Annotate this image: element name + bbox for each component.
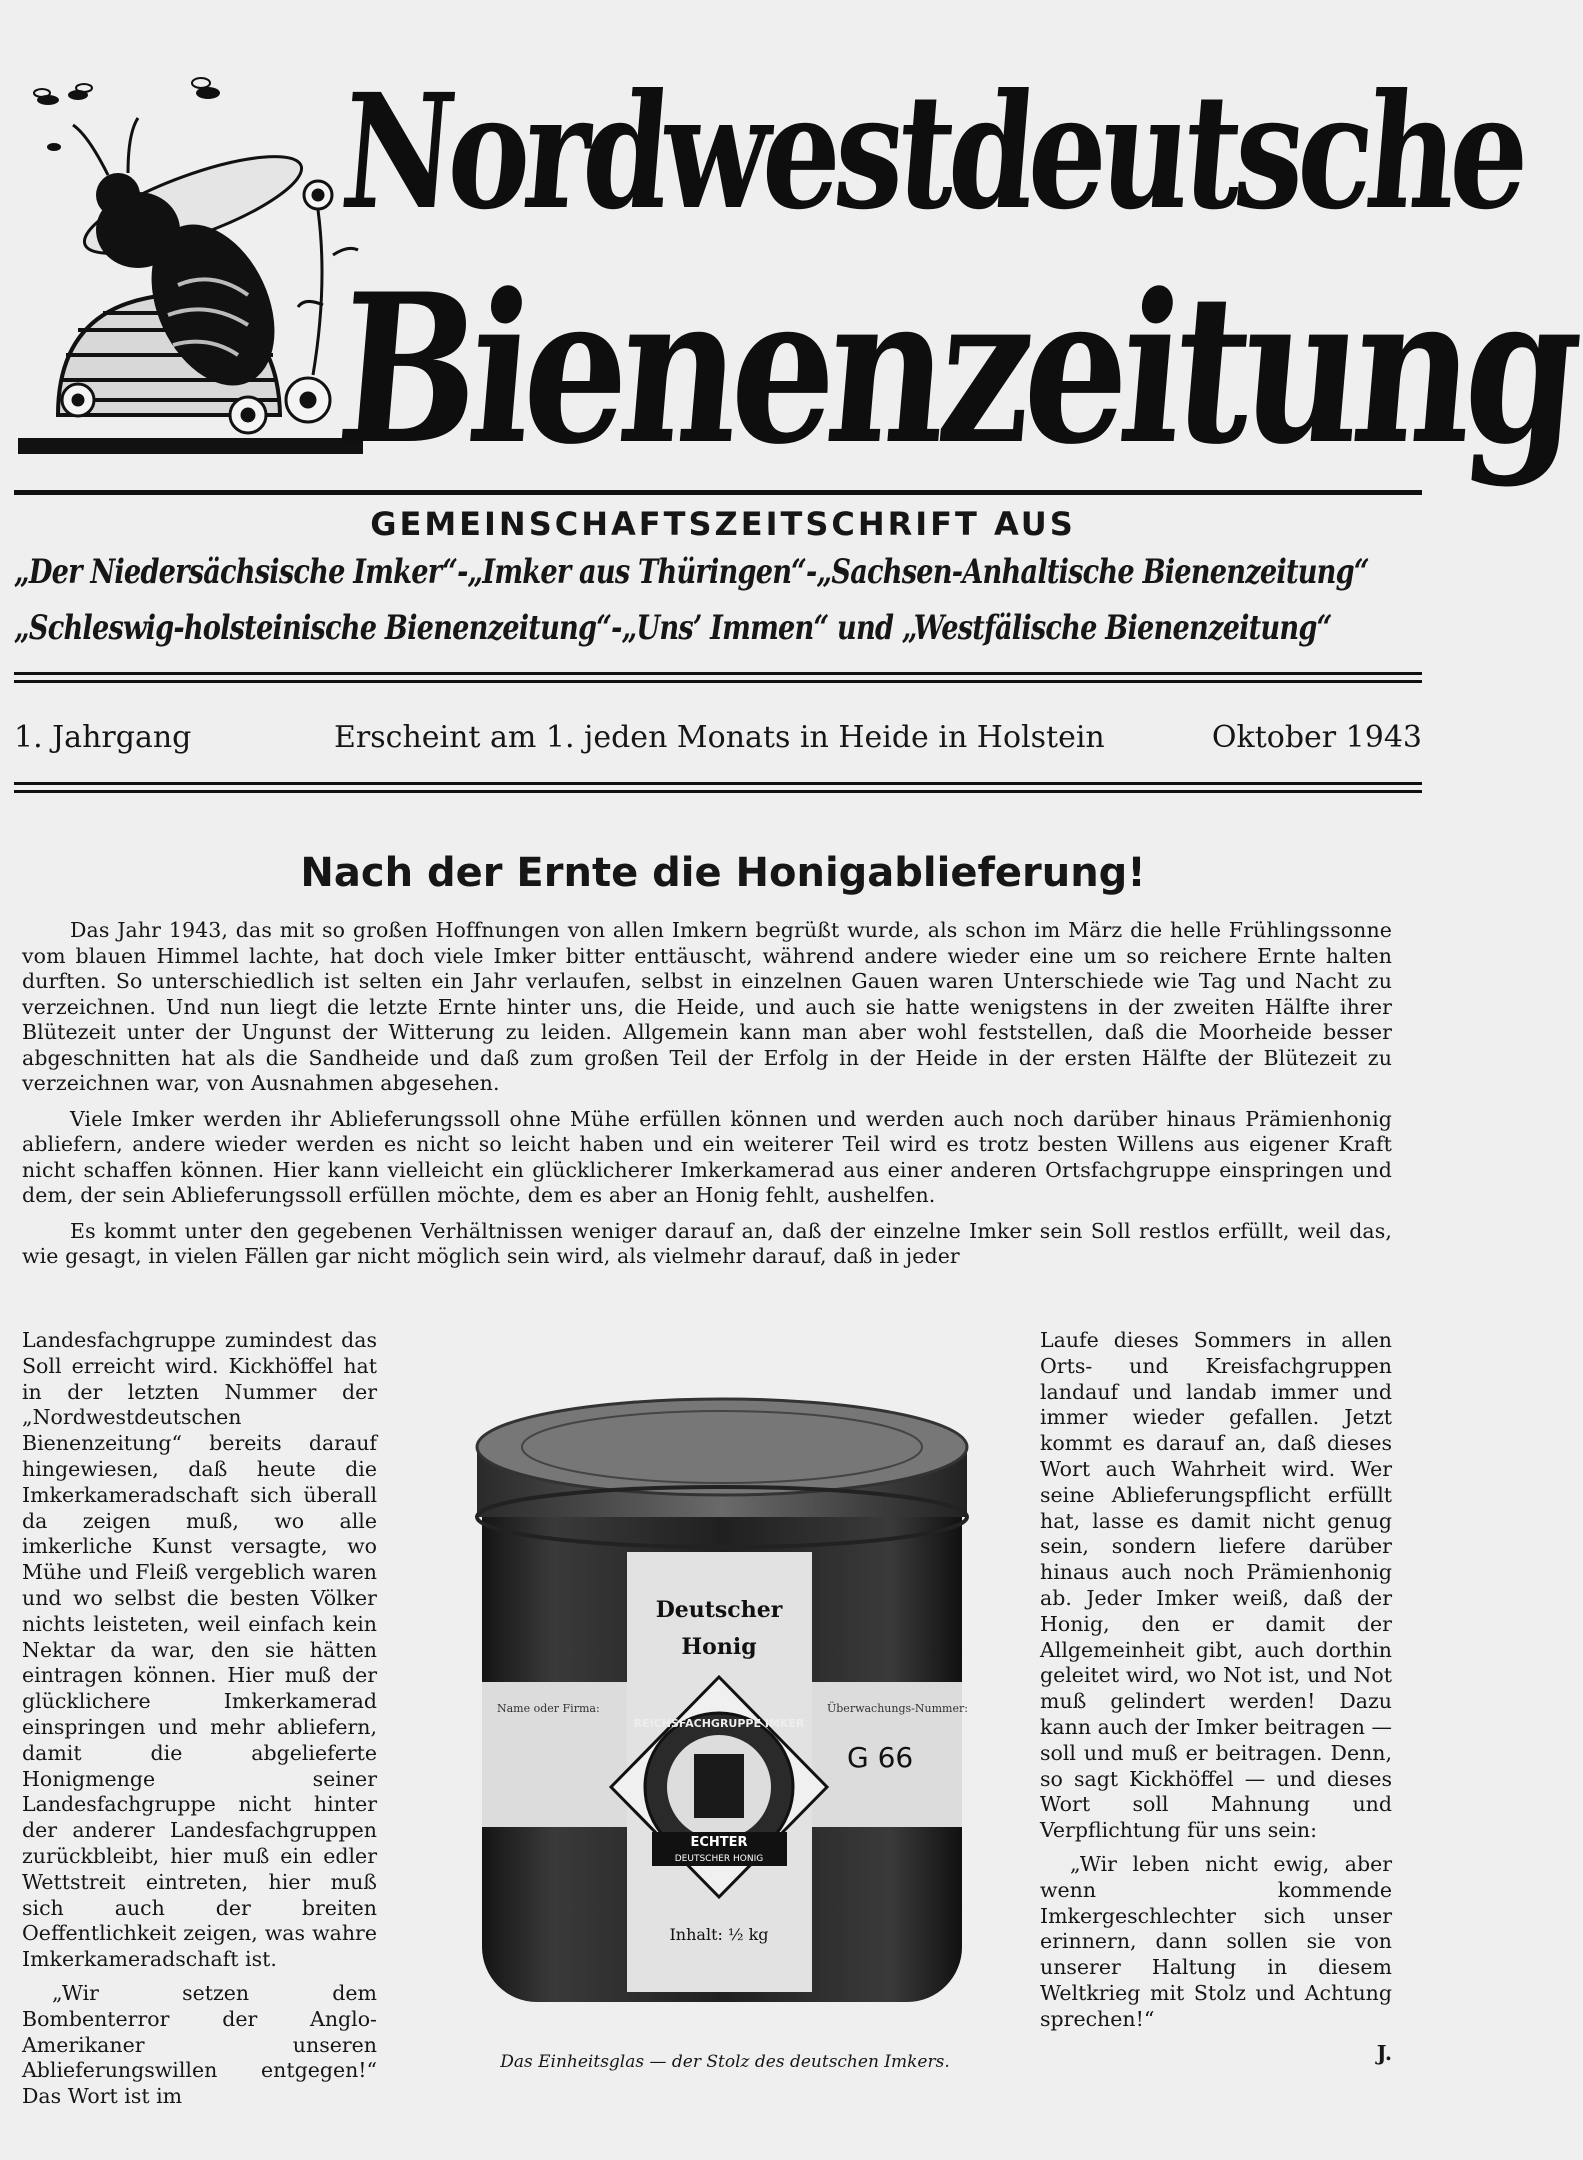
column-paragraph: „Wir setzen dem Bombenterror der Anglo-Amerikaner unseren Ablieferungswillen entgegen!“ Das Wort ist im bbox=[22, 1980, 377, 2109]
right-column bbox=[1040, 1328, 1392, 2074]
divider bbox=[14, 790, 1422, 793]
jar-side-label-left: Name oder Firma: bbox=[497, 1702, 600, 1715]
volume-label: 1. Jahrgang bbox=[14, 720, 192, 755]
jar-number: G 66 bbox=[847, 1741, 914, 1774]
photo-caption: Das Einheitsglas — der Stolz des deutschen Imkers. bbox=[500, 2052, 950, 2072]
divider bbox=[14, 672, 1422, 675]
bee-beehive-illustration bbox=[18, 55, 363, 495]
author-signature: J. bbox=[1376, 2040, 1392, 2065]
flying-bee-icon bbox=[34, 78, 220, 151]
subtitle: GEMEINSCHAFTSZEITSCHRIFT AUS bbox=[370, 505, 1076, 543]
column-paragraph: Landesfachgruppe zumindest das Soll erreicht wird. Kickhöffel hat in der letzten Nummer der „Nordwestdeutschen Bienenzeitung“ bereits darauf hingewiesen, daß heute die Imkerkameradschaft sich überall da zeigen muß, wo alle imkerliche Kunst versagte, wo Mühe und Fleiß vergeblich waren und wo selbst die besten Völker nichts leisteten, weil einfach kein Nektar da war, den sie hätten eintragen können. Hier muß der glücklichere Imkerkamerad einspringen und mehr abliefern, damit die abgelieferte Honigmenge seiner Landesfachgruppe nicht hinter der anderer Landesfachgruppen zurückbleibt, hier muß ein edler Wettstreit eintreten, hier muß sich auch der breiten Oeffentlichkeit zeigen, was wahre Imkerkameradschaft ist. bbox=[22, 1328, 377, 1972]
seal-ring-text: REICHSFACHGRUPPE IMKER bbox=[633, 1717, 805, 1730]
article-headline: Nach der Ernte die Honigablieferung! bbox=[300, 850, 1146, 896]
article-paragraph: Das Jahr 1943, das mit so großen Hoffnungen von allen Imkern begrüßt wurde, als schon im März die helle Frühlingssonne vom blauen Himmel lachte, hat doch viele Imker bitter enttäuscht, während andere wieder eine um so reichere Ernte halten durften. So unterschiedlich ist selten ein Jahr verlaufen, selbst in einzelnen Gauen waren Unterschiede wie Tag und Nacht zu verzeichnen. Und nun liegt die letzte Ernte hinter uns, die Heide, und auch sie hatte wenigstens in der zweiten Hälfte ihrer Blütezeit unter der Ungunst der Witterung zu leiden. Allgemein kann man aber wohl feststellen, daß die Moorheide besser abgeschnitten hat als die Sandheide und daß zum großen Teil der Erfolg in der Heide in der ersten Hälfte der Blütezeit zu verzeichnen war, von Ausnahmen abgesehen. bbox=[22, 918, 1392, 1095]
article-paragraph: Viele Imker werden ihr Ablieferungssoll ohne Mühe erfüllen können und werden auch noch darüber hinaus Prämienhonig abliefern, andere wieder werden es nicht so leicht haben und ein weiterer Teil wird es trotz besten Willens aus eigener Kraft nicht schaffen können. Hier kann vielleicht ein glücklicherer Imkerkamerad aus einer anderen Ortsfachgruppe einspringen und dem, der sein Ablieferungssoll erfüllen möchte, dem es aber an Honig fehlt, aushelfen. bbox=[22, 1106, 1392, 1207]
publication-info: Erscheint am 1. jeden Monats in Heide in Holstein bbox=[334, 720, 1105, 755]
column-paragraph: Laufe dieses Sommers in allen Orts- und Kreisfachgruppen landauf und landab immer und immer wieder gefallen. Jetzt kommt es darauf an, daß dieses Wort auch Wahrheit wird. Wer seine Ablieferungspflicht erfüllt hat, lasse es damit nicht genug sein, sondern liefere darüber hinaus auch noch Prämienhonig ab. Jeder Imker weiß, daß der Honig, den er damit der Allgemeinheit gibt, auch dorthin geleitet wird, wo Not ist, und Not muß gelindert werden! Dazu kann auch der Imker beitragen — soll und muß er beitragen. Denn, so sagt Kickhöffel — und dieses Wort soll Mahnung und Verpflichtung für uns sein: bbox=[1040, 1328, 1392, 1843]
seal-band-subtext: DEUTSCHER HONIG bbox=[674, 1854, 764, 1864]
jar-label-line2: Honig bbox=[681, 1634, 757, 1660]
honey-jar-photo bbox=[462, 1392, 982, 2022]
masthead-title-line1: Nordwestdeutsche bbox=[334, 60, 1531, 245]
divider bbox=[14, 782, 1422, 785]
seal-band-text: ECHTER bbox=[690, 1835, 748, 1850]
issue-date: Oktober 1943 bbox=[1211, 720, 1422, 755]
masthead-title-line2: Bienenzeitung bbox=[329, 250, 1583, 490]
source-list-line1: „Der Niedersächsische Imker“-„Imker aus Thüringen“-„Sachsen-Anhaltische Bienenzeitung“ bbox=[14, 552, 1369, 592]
divider bbox=[14, 490, 1422, 495]
column-paragraph: „Wir leben nicht ewig, aber wenn kommende Imkergeschlechter sich unser erinnern, dann sollen sie von unserer Haltung in diesem Weltkrieg mit Stolz und Achtung sprechen!“ bbox=[1040, 1851, 1392, 2031]
source-list-line2: „Schleswig-holsteinische Bienenzeitung“-„Uns’ Immen“ und „Westfälische Bienenzeitung“ bbox=[14, 608, 1332, 648]
dateline bbox=[14, 720, 1422, 760]
article-paragraph: Es kommt unter den gegebenen Verhältnissen weniger darauf an, daß der einzelne Imker sein Soll restlos erfüllt, weil das, wie gesagt, in vielen Fällen gar nicht möglich sein wird, als vielmehr darauf, daß in jeder bbox=[22, 1218, 1392, 1268]
jar-label-line1: Deutscher bbox=[655, 1597, 783, 1623]
left-column bbox=[22, 1328, 377, 2118]
article-body bbox=[22, 918, 1392, 1280]
masthead bbox=[0, 0, 1583, 510]
jar-contents: Inhalt: ½ kg bbox=[669, 1925, 769, 1944]
divider bbox=[14, 680, 1422, 683]
jar-side-label-right: Überwachungs-Nummer: bbox=[827, 1702, 968, 1715]
